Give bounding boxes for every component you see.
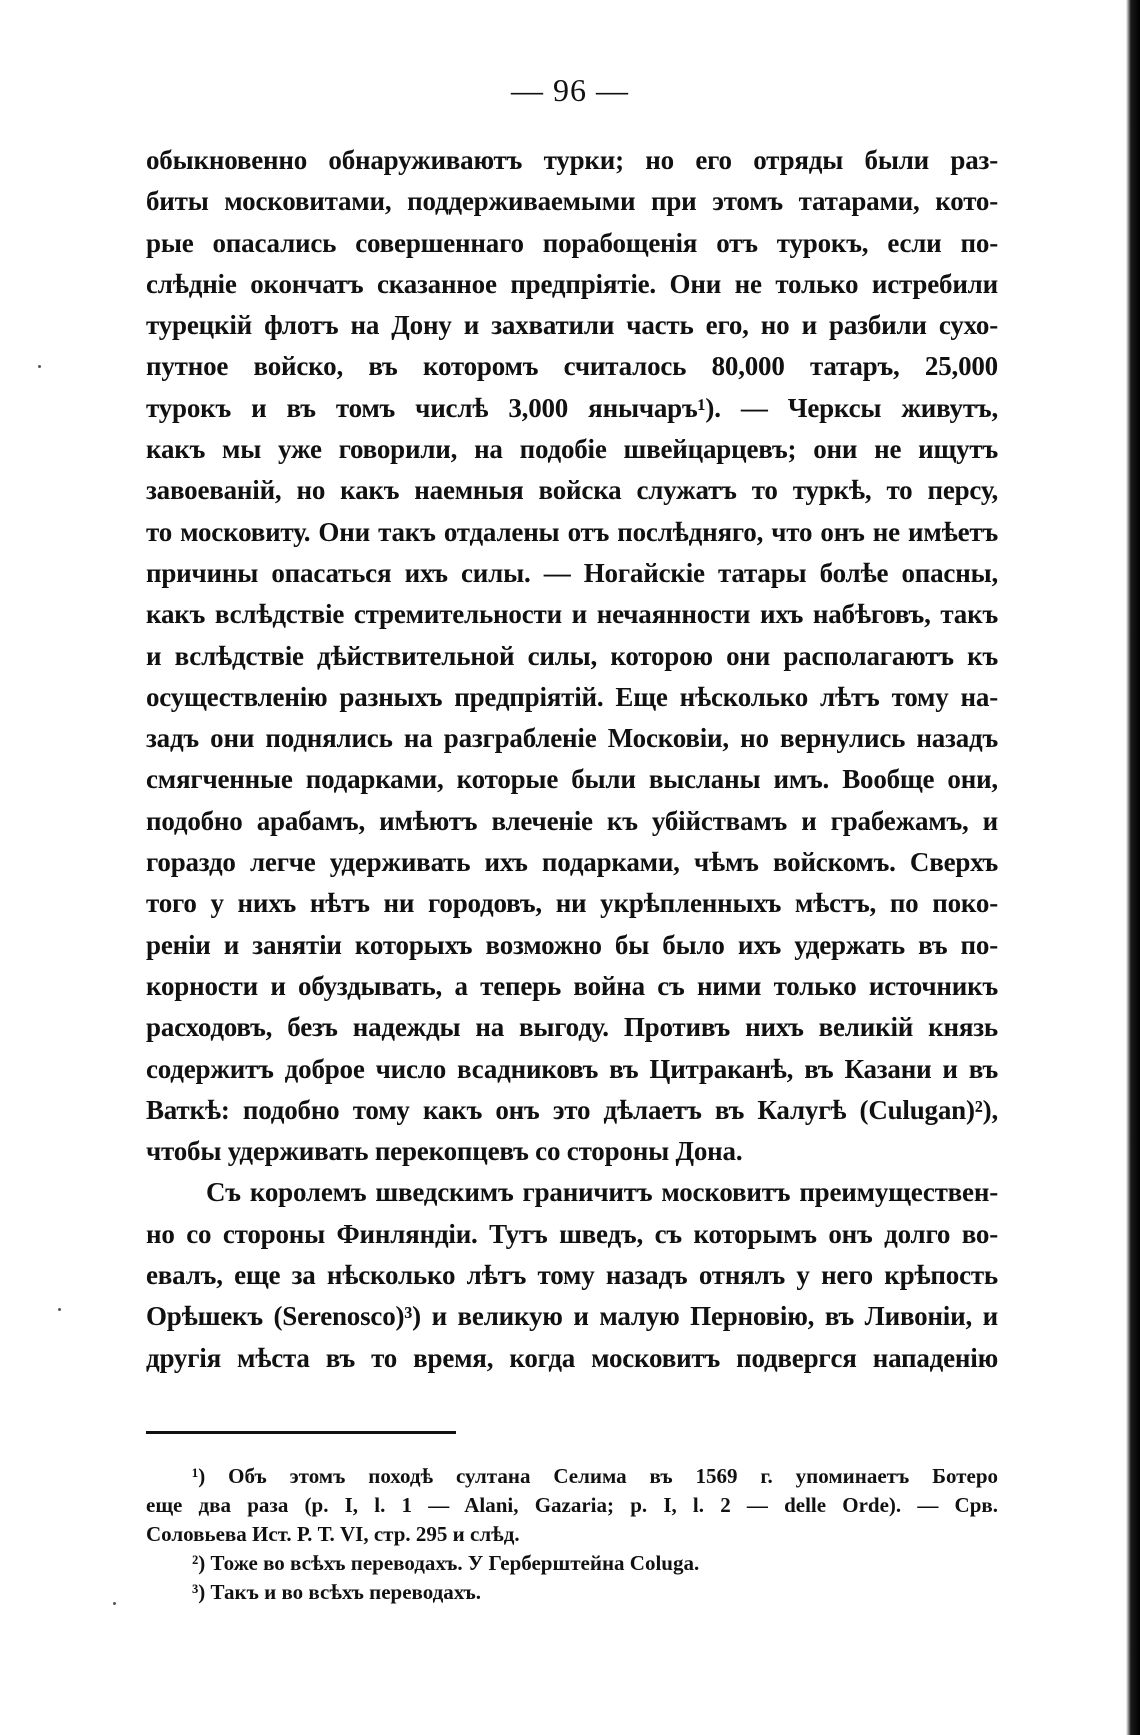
scan-speck [113,1602,116,1605]
footnote-1-cont: Соловьева Ист. Р. Т. VI, стр. 295 и слѣд. [146,1522,520,1546]
text-line: рые опасались совершеннаго порабощенія отъ турокъ, если по- [146,227,998,258]
body-text [146,140,998,1379]
text-line: Ваткѣ: подобно тому какъ онъ это дѣлаетъ въ Калугѣ (Culugan)²), [146,1094,998,1125]
text-line: чтобы удерживать перекопцевъ со стороны Дона. [146,1136,743,1167]
text-line: осуществленію разныхъ предпріятій. Еще нѣсколько лѣтъ тому на- [146,681,998,712]
text-line: и вслѣдствіе дѣйствительной силы, которою они располагаютъ къ [146,640,998,671]
footnote-1-cont: еще два раза (p. I, l. 1 — Alani, Gazaria; p. I, l. 2 — delle Orde). — Срв. [146,1493,998,1517]
text-line: турокъ и въ томъ числѣ 3,000 янычаръ¹). — Черксы живутъ, [146,392,998,423]
text-line: корности и обуздывать, а теперь война съ ними только источникъ [146,970,998,1001]
text-line: биты московитами, поддерживаемыми при этомъ татарами, кото- [146,186,998,217]
text-line: какъ мы уже говорили, на подобіе швейцарцевъ; они не ищутъ [146,434,998,465]
footnotes [146,1462,998,1607]
text-line: Орѣшекъ (Serenosco)³) и великую и малую Перновію, въ Ливоніи, и [146,1301,998,1332]
text-line: того у нихъ нѣтъ ни городовъ, ни укрѣпленныхъ мѣстъ, по поко- [146,888,998,919]
footnote-2: ²) Тоже во всѣхъ переводахъ. У Герберштейна Coluga. [192,1551,700,1575]
text-line: путное войско, въ которомъ считалось 80,000 татаръ, 25,000 [146,351,998,382]
footnote-rule [146,1431,456,1434]
text-line: какъ вслѣдствіе стремительности и нечаянности ихъ набѣговъ, такъ [146,599,998,630]
text-line: реніи и занятіи которыхъ возможно бы было ихъ удержать въ по- [146,929,998,960]
text-line: то московиту. Они такъ отдалены отъ послѣдняго, что онъ не имѣетъ [146,516,998,547]
page-edge [1126,0,1140,1735]
text-line: слѣдніе окончатъ сказанное предпріятіе. Они не только истребили [146,268,998,299]
scan-speck [58,1308,61,1311]
page-number: — 96 — [511,72,629,108]
text-line: но со стороны Финляндіи. Тутъ шведъ, съ которымъ онъ долго во- [146,1218,998,1249]
text-line: подобно арабамъ, имѣютъ влеченіе къ убійствамъ и грабежамъ, и [146,805,998,836]
text-line: евалъ, еще за нѣсколько лѣтъ тому назадъ отнялъ у него крѣпость [146,1260,998,1291]
text-line: содержитъ доброе число всадниковъ въ Цитраканѣ, въ Казани и въ [146,1053,998,1084]
footnote-1: ¹) Объ этомъ походѣ султана Селима въ 1569 г. упоминаетъ Ботеро [192,1464,998,1488]
text-line: Съ королемъ шведскимъ граничитъ московитъ преимуществен- [206,1177,998,1208]
text-line: задъ они поднялись на разграбленіе Московіи, но вернулись назадъ [146,723,998,754]
text-line: смягченные подарками, которые были высланы имъ. Вообще они, [146,764,998,795]
text-line: обыкновенно обнаруживаютъ турки; но его отряды были раз- [146,145,998,175]
text-line: расходовъ, безъ надежды на выгоду. Противъ нихъ великій князь [146,1012,998,1043]
text-line: завоеваній, но какъ наемныя войска служатъ то туркѣ, то персу, [146,475,998,506]
text-line: турецкій флотъ на Дону и захватили часть его, но и разбили сухо- [146,310,998,341]
scan-speck [38,365,41,368]
footnote-3: ³) Такъ и во всѣхъ переводахъ. [192,1580,481,1604]
text-line: другія мѣста въ то время, когда московитъ подвергся нападенію [146,1342,998,1373]
text-line: причины опасаться ихъ силы. — Ногайскіе татары болѣе опасны, [146,557,998,588]
text-line: гораздо легче удерживать ихъ подарками, чѣмъ войскомъ. Сверхъ [146,847,998,878]
